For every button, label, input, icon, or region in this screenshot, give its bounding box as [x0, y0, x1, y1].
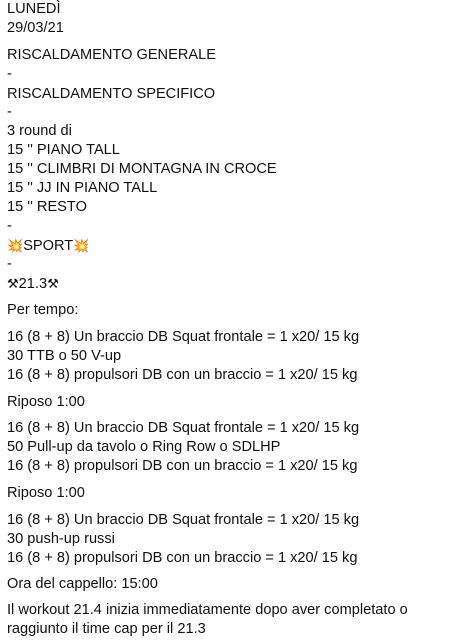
rounds-intro: 3 round di [7, 123, 72, 139]
date-line: 29/03/21 [7, 20, 64, 36]
warmup-item: 15 '' JJ IN PIANO TALL [7, 180, 158, 196]
dash-separator: - [7, 66, 12, 82]
exercise-line: 16 (8 + 8) propulsori DB con un braccio = 1 x20/ 15 kg [7, 367, 358, 383]
exercise-line: 50 Pull-up da tavolo o Ring Row o SDLHP [7, 439, 281, 455]
day-heading: LUNEDÌ [7, 1, 61, 17]
warmup-item: 15 '' RESTO [7, 199, 87, 215]
hammer-pick-icon: ⚒ [47, 276, 59, 291]
dash-separator: - [7, 104, 12, 120]
exercise-line: 16 (8 + 8) propulsori DB con un braccio = 1 x20/ 15 kg [7, 458, 358, 474]
workout-id: 21.3 [18, 276, 48, 292]
exercise-line: 16 (8 + 8) Un braccio DB Squat frontale = 1 x20/ 15 kg [7, 329, 360, 345]
exercise-line: 16 (8 + 8) propulsori DB con un braccio = 1 x20/ 15 kg [7, 550, 358, 566]
footer-line: Il workout 21.4 inizia immediatamente dopo aver completato o [7, 602, 408, 618]
dash-separator: - [7, 218, 12, 234]
exercise-line: 16 (8 + 8) Un braccio DB Squat frontale = 1 x20/ 15 kg [7, 420, 360, 436]
rest-line: Riposo 1:00 [7, 394, 85, 410]
exercise-line: 30 push-up russi [7, 531, 115, 547]
sport-heading [7, 236, 89, 256]
footer-line: raggiunto il time cap per il 21.3 [7, 621, 206, 637]
exercise-line: 16 (8 + 8) Un braccio DB Squat frontale = 1 x20/ 15 kg [7, 512, 360, 528]
sport-label: SPORT [23, 238, 74, 254]
warmup-general-heading: RISCALDAMENTO GENERALE [7, 47, 216, 63]
warmup-item: 15 '' CLIMBRI DI MONTAGNA IN CROCE [7, 161, 277, 177]
rest-line: Riposo 1:00 [7, 485, 85, 501]
collision-emoji-icon: 💥 [7, 238, 24, 253]
exercise-line: 30 TTB o 50 V-up [7, 348, 122, 364]
workout-heading [7, 274, 59, 294]
time-cap-line: Ora del cappello: 15:00 [7, 576, 158, 592]
hammer-pick-icon: ⚒ [7, 276, 19, 291]
collision-emoji-icon: 💥 [73, 238, 90, 253]
dash-separator: - [7, 256, 12, 272]
warmup-specific-heading: RISCALDAMENTO SPECIFICO [7, 86, 216, 102]
for-time-label: Per tempo: [7, 302, 79, 318]
warmup-item: 15 '' PIANO TALL [7, 142, 120, 158]
